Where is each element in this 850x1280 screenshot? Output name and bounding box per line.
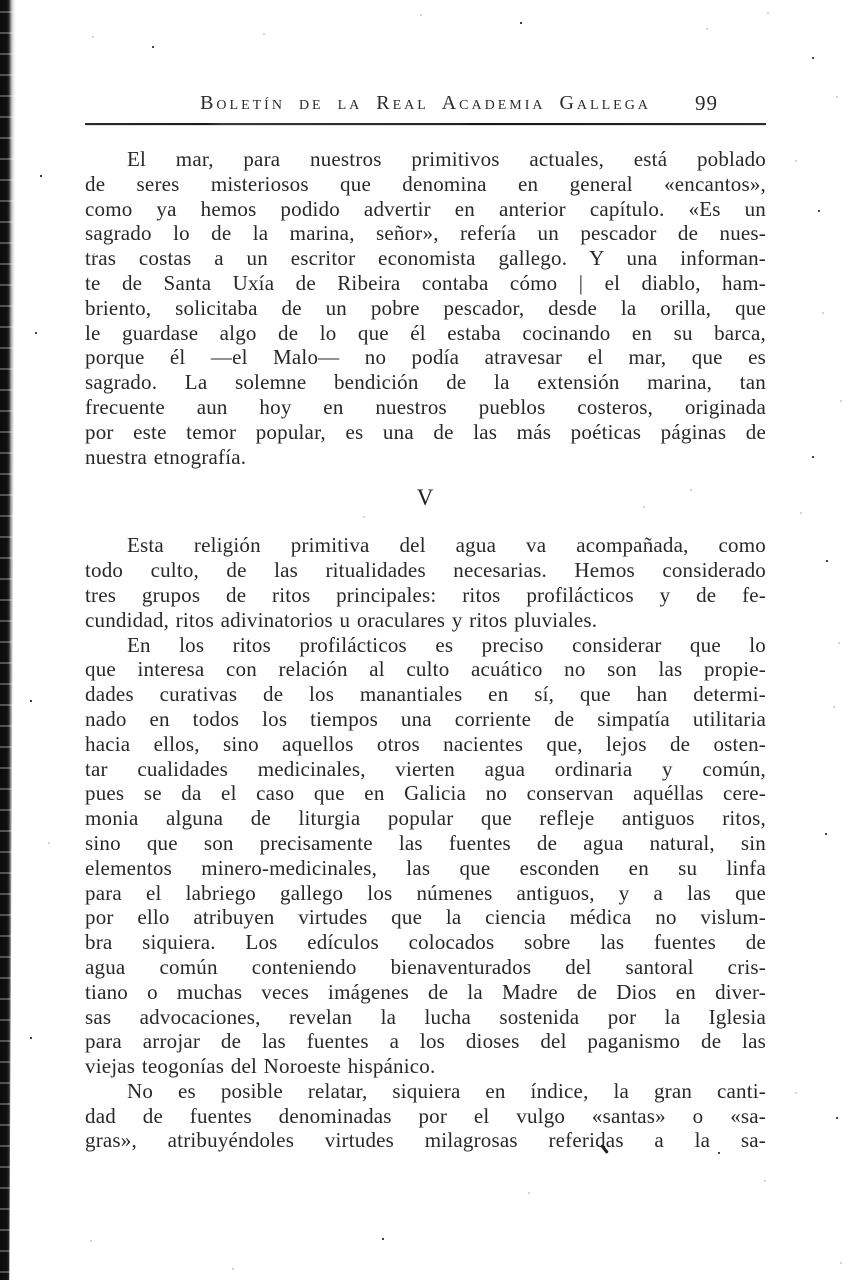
text-line: agua común conteniendo bienaventurados del santoral cris- — [85, 954, 766, 979]
section-heading: V — [416, 485, 435, 511]
text-line: cundidad, ritos adivinatorios u oraculares y ritos pluviales. — [85, 607, 598, 632]
text-line: El mar, para nuestros primitivos actuales, está poblado — [127, 147, 766, 171]
text-line: te de Santa Uxía de Ribeira contaba cómo | el diablo, ham- — [85, 270, 766, 295]
text-line: tres grupos de ritos principales: ritos profilácticos y de fe- — [85, 582, 766, 607]
paragraph — [85, 147, 766, 469]
text-line: de seres misteriosos que denomina en general «encantos», — [85, 171, 766, 196]
header-rule — [85, 123, 766, 125]
page-number-label: 99 — [695, 91, 718, 115]
page-body — [85, 147, 766, 1153]
text-line: tiano o muchas veces imágenes de la Madre de Dios en diver- — [85, 979, 766, 1004]
text-line: sas advocaciones, revelan la lucha sostenida por la Iglesia — [85, 1004, 766, 1029]
text-line: bra siquiera. Los edículos colocados sobre las fuentes de — [85, 930, 766, 955]
text-line: nuestra etnografía. — [85, 444, 247, 469]
paragraph — [85, 533, 766, 632]
text-line: briento, solicitaba de un pobre pescador, desde la orilla, que — [85, 295, 766, 320]
text-line: que interesa con relación al culto acuático no son las propie- — [85, 657, 766, 682]
text-line: nado en todos los tiempos una corriente de simpatía utilitaria — [85, 706, 766, 731]
binding-edge — [0, 0, 16, 1280]
text-line: tras costas a un escritor economista gallego. Y una informan- — [85, 246, 766, 271]
text-line: tar cualidades medicinales, vierten agua ordinaria y común, — [85, 756, 766, 781]
text-line: dad de fuentes denominadas por el vulgo «santas» o «sa- — [85, 1103, 766, 1128]
text-line: dades curativas de los manantiales en sí, que han determi- — [85, 682, 766, 707]
text-line: monia alguna de liturgia popular que refleje antiguos ritos, — [85, 806, 766, 831]
text-line: para arrojar de las fuentes a los dioses del paganismo de las — [85, 1029, 766, 1054]
text-line: por este temor popular, es una de las más poéticas páginas de — [85, 419, 766, 444]
paragraph — [85, 633, 766, 1079]
text-line: viejas teogonías del Noroeste hispánico. — [85, 1054, 436, 1079]
text-line: hacia ellos, sino aquellos otros nacientes que, lejos de osten- — [85, 731, 766, 756]
text-line: porque él —el Malo— no podía atravesar el mar, que es — [85, 345, 766, 370]
text-line: le guardase algo de lo que él estaba cocinando en su barca, — [85, 320, 766, 345]
text-line: como ya hemos podido advertir en anterior capítulo. «Es un — [85, 196, 766, 221]
text-line: pues se da el caso que en Galicia no conservan aquéllas cere- — [85, 781, 766, 806]
text-line: sagrado. La solemne bendición de la extensión marina, tan — [85, 370, 766, 395]
text-line: frecuente aun hoy en nuestros pueblos costeros, originada — [85, 394, 766, 419]
text-line: gras», atribuyéndoles virtudes milagrosas referidas a la sa- — [85, 1128, 766, 1153]
journal-title: Boletín de la Real Academia Gallega — [200, 92, 651, 114]
paragraph — [85, 1079, 766, 1153]
page-scan — [85, 90, 766, 1153]
text-line: No es posible relatar, siquiera en índice, la gran canti- — [127, 1078, 766, 1103]
noise-speckles — [0, 0, 2, 2]
text-line: por ello atribuyen virtudes que la ciencia médica no vislum- — [85, 905, 766, 930]
text-line: todo culto, de las ritualidades necesarias. Hemos considerado — [85, 558, 766, 583]
text-line: En los ritos profilácticos es preciso considerar que lo — [127, 632, 766, 657]
running-header — [85, 90, 766, 118]
text-line: sagrado lo de la marina, señor», refería un pescador de nues- — [85, 221, 766, 246]
text-line: para el labriego gallego los númenes antiguos, y a las que — [85, 880, 766, 905]
text-line: sino que son precisamente las fuentes de agua natural, sin — [85, 830, 766, 855]
text-line: elementos minero-medicinales, las que esconden en su linfa — [85, 855, 766, 880]
text-line: Esta religión primitiva del agua va acompañada, como — [127, 533, 766, 558]
